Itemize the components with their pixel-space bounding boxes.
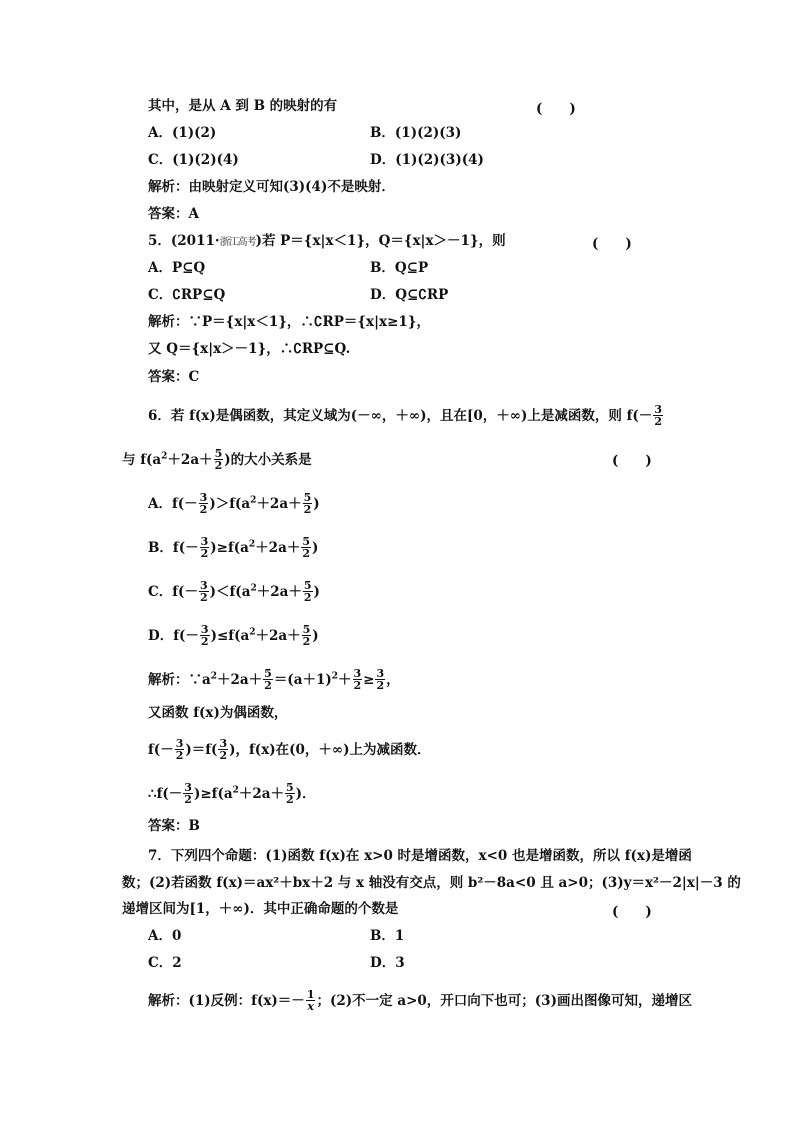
q4-option-d: D．(1)(2)(3)(4) (370, 152, 484, 168)
q6-option-c: C．f(－ $\frac{3}{2}$ )$<f(a^2+2a+$ $\frac{5}{2}$ ) (148, 579, 320, 604)
q6-option-d: D．f(－ $\frac{3}{2}$ )$\le f(a^2+2a+$ $\frac{5}{2}$ ) (148, 623, 319, 648)
fraction: $\frac{5}{2}$ (214, 447, 223, 472)
q6-analysis-2: 又函数 f(x)为偶函数， (148, 705, 288, 721)
q7-option-a: A．0 (148, 928, 182, 944)
q6-analysis-4: ∴f(－ $\frac{3}{2}$ )$\ge f(a^2+2a+$ $\frac{5}{2}$ )． (148, 781, 316, 806)
q6-option-b: B．f(－ $\frac{3}{2}$ )$\ge f(a^2+2a+$ $\frac{5}{2}$ ) (148, 535, 319, 560)
q5-analysis-1: 解析：∵P＝{x|x＜1}，∴∁RP＝{x|x≥1}， (148, 314, 430, 330)
q5-option-a: A．P⊆Q (148, 260, 206, 276)
q6-answer-paren: ( ) (612, 453, 652, 469)
q6-stem-line-2: 与 $f(a^2+2a+$ $\frac{5}{2}$ )的大小关系是 (122, 447, 312, 472)
q4-option-b: B．(1)(2)(3) (370, 125, 462, 141)
q4-answer-paren: ( ) (536, 101, 576, 117)
q7-stem-line-1: 7．下列四个命题：(1)函数 f(x)在 x>0 时是增函数，x<0 也是增函数，所以 f(x)是增函 (148, 848, 692, 864)
fraction: $\frac{3}{2}$ (654, 403, 662, 428)
q5-option-c: C．∁RP⊆Q (148, 287, 226, 303)
q5-option-d: D．Q⊆∁RP (370, 287, 449, 303)
q6-answer: 答案：B (148, 818, 200, 834)
fraction: $\frac{1}{x}$ (306, 988, 315, 1013)
q7-stem-line-2: 数；(2)若函数 f(x)＝ax²＋bx＋2 与 x 轴没有交点，则 b²－8a<0 且 a>0；(3)y＝x²－2|x|－3 的 (122, 875, 741, 891)
q6-analysis-3: f(－ $\frac{3}{2}$ )＝f( $\frac{3}{2}$ )，f(x)在(0，＋∞)上为减函数． (148, 737, 431, 762)
q7-analysis: 解析：(1)反例：f(x)＝－ $\frac{1}{x}$ ；(2)不一定 a>0，开口向下也可；(3)画出图像可知，递增区 (148, 988, 692, 1013)
q7-stem-line-3: 递增区间为[1，＋∞)．其中正确命题的个数是 (122, 901, 399, 917)
q5-stem-prefix: 5．(2011· (148, 233, 220, 249)
q6-stem-text: 6．若 f(x)是偶函数，其定义域为(－∞，＋∞)，且在[0，＋∞)上是减函数，则 f(－ (148, 408, 653, 424)
q6-analysis-1: 解析：$\because a^2+2a+$ $\frac{5}{2}$ $=(a+1)^2+$ $\frac{3}{2}$ ≥ $\frac{3}{2}$ ， (148, 667, 400, 692)
q5-answer-paren: ( ) (592, 236, 632, 252)
q5-stem-suffix: )若 P＝{x|x＜1}，Q＝{x|x＞－1}，则 (255, 233, 506, 249)
q4-stem: 其中，是从 A 到 B 的映射的有 (148, 98, 338, 114)
q4-option-a: A．(1)(2) (148, 125, 217, 141)
q7-option-b: B．1 (370, 928, 405, 944)
q6-stem-line-1 (148, 405, 664, 428)
q5-source-stamp: 浙江高考 (219, 237, 256, 248)
q5-option-b: B．Q⊆P (370, 260, 429, 276)
q6-option-a: A．f(－ $\frac{3}{2}$ )$>f(a^2+2a+$ $\frac{5}{2}$ ) (148, 491, 320, 516)
q4-answer: 答案：A (148, 206, 199, 222)
q7-option-d: D．3 (370, 955, 405, 971)
q4-analysis: 解析：由映射定义可知(3)(4)不是映射． (148, 179, 395, 195)
q7-option-c: C．2 (148, 955, 182, 971)
q7-answer-paren: ( ) (612, 904, 652, 920)
q5-analysis-2: 又 Q＝{x|x＞－1}，∴∁RP⊆Q. (148, 341, 351, 357)
q4-option-c: C．(1)(2)(4) (148, 152, 239, 168)
q5-answer: 答案：C (148, 369, 200, 385)
q5-stem (148, 232, 506, 252)
